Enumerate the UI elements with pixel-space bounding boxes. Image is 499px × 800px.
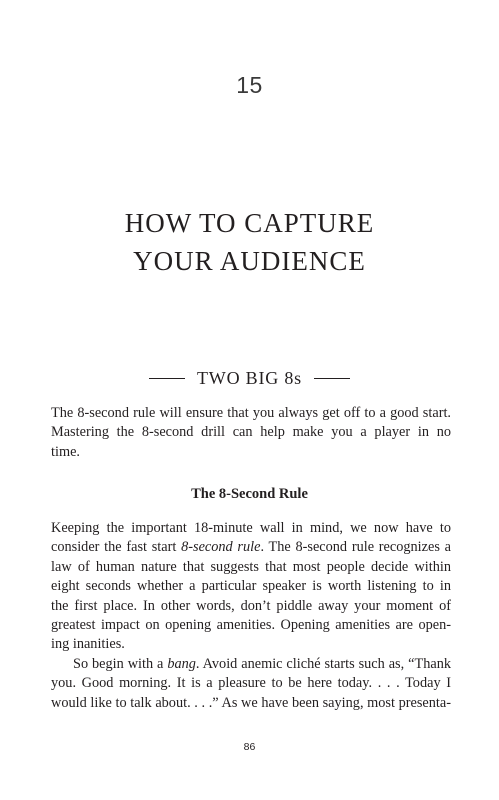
section-heading-label: TWO BIG 8s: [197, 368, 302, 388]
body-line: law of human nature that suggests that most people decide within: [51, 558, 451, 575]
body-line: Keeping the important 18-minute wall in mind, we now have to: [51, 520, 451, 536]
chapter-title-line-1: HOW TO CAPTURE: [124, 208, 375, 238]
body-text: [51, 519, 451, 713]
chapter-title: [0, 204, 499, 280]
body-paragraph-1: [51, 519, 451, 655]
body-line: ing inanities.: [51, 636, 125, 653]
section-heading: [0, 368, 499, 389]
intro-line: time.: [51, 443, 80, 460]
section-rule-right: [314, 378, 350, 379]
page-number: 86: [243, 741, 256, 753]
body-line: the first place. In other words, don’t piddle away your moment of: [51, 597, 451, 614]
chapter-number: 15: [236, 72, 263, 98]
section-rule-left: [149, 378, 185, 379]
emphasis-bang: bang: [167, 655, 196, 672]
body-line: So begin with a bang. Avoid anemic cliché starts such as, “Thank: [73, 655, 451, 672]
subheading: The 8-Second Rule: [191, 486, 308, 502]
emphasis-8-second-rule: 8-second rule: [181, 539, 261, 556]
body-line: consider the fast start 8-second rule. The 8-second rule recognizes a: [51, 539, 451, 556]
intro-line: Mastering the 8-second drill can help make you a player in no: [51, 424, 451, 441]
body-line: eight seconds whether a particular speaker is worth listening to in: [51, 578, 451, 595]
intro-line: The 8-second rule will ensure that you always get off to a good start.: [51, 405, 451, 421]
body-line: you. Good morning. It is a pleasure to be here today. . . . Today I: [51, 675, 451, 692]
body-line: would like to talk about. . . .” As we have been saying, most presenta-: [51, 694, 451, 711]
body-paragraph-2: [51, 655, 451, 713]
chapter-title-line-2: YOUR AUDIENCE: [133, 246, 366, 276]
intro-paragraph: [51, 404, 451, 462]
body-line: greatest impact on opening amenities. Opening amenities are open-: [51, 617, 451, 634]
